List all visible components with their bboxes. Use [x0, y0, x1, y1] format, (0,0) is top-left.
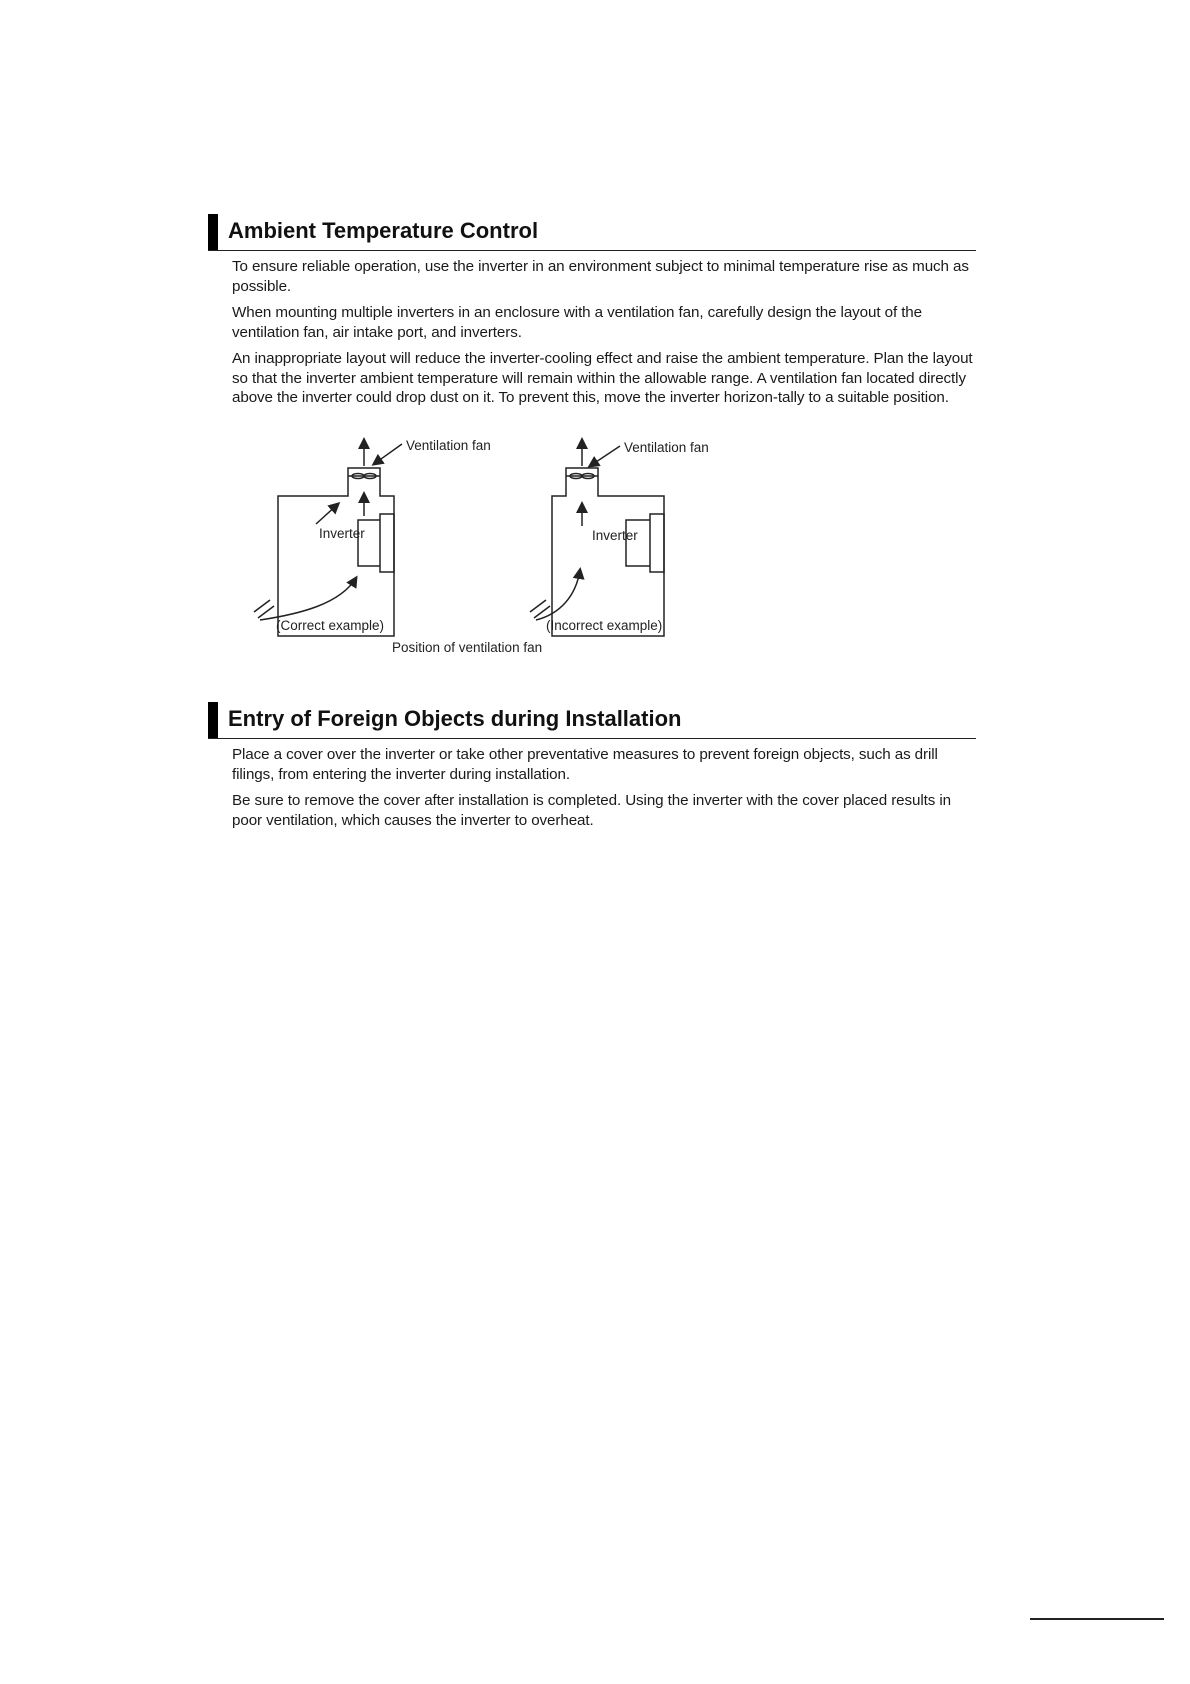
section-foreign-objects: [208, 702, 976, 837]
paragraph: Be sure to remove the cover after installation is completed. Using the inverter with the cover placed results in poor ventilation, which causes the inverter to overheat.: [232, 792, 951, 829]
caption-incorrect-example: (Incorrect example): [546, 618, 663, 633]
paragraph: An inappropriate layout will reduce the inverter-cooling effect and raise the ambient temperature. Plan the layout so that the inverter ambient temperature will remain within the allowable range. A ventilation fan located directly above the inverter could drop dust on it. To prevent this, move the inverter horizon-tally to a suitable position.: [232, 350, 973, 406]
section-heading: [208, 702, 976, 739]
fan-label-correct: Ventilation fan: [406, 438, 491, 453]
inverter-label-incorrect: Inverter: [592, 528, 638, 543]
section-ambient-temperature: [208, 214, 976, 415]
section-title: Ambient Temperature Control: [228, 218, 539, 243]
paragraph: Place a cover over the inverter or take other preventative measures to prevent foreign objects, such as drill filings, from entering the inverter during installation.: [232, 746, 938, 783]
paragraph: To ensure reliable operation, use the inverter in an environment subject to minimal temperature rise as much as possible.: [232, 258, 969, 295]
section-title: Entry of Foreign Objects during Installation: [228, 706, 682, 731]
paragraph: When mounting multiple inverters in an enclosure with a ventilation fan, carefully design the layout of the ventilation fan, air intake port, and inverters.: [232, 304, 923, 341]
figure-caption: Position of ventilation fan: [392, 640, 543, 655]
page-footer-rule: [1030, 1618, 1164, 1620]
heading-marker-bar: [208, 702, 218, 738]
ventilation-fan-figure: [240, 436, 740, 676]
fan-label-incorrect: Ventilation fan: [624, 440, 709, 455]
inverter-label-correct: Inverter: [319, 526, 365, 541]
section-heading: [208, 214, 976, 251]
heading-marker-bar: [208, 214, 218, 250]
caption-correct-example: (Correct example): [276, 618, 385, 633]
